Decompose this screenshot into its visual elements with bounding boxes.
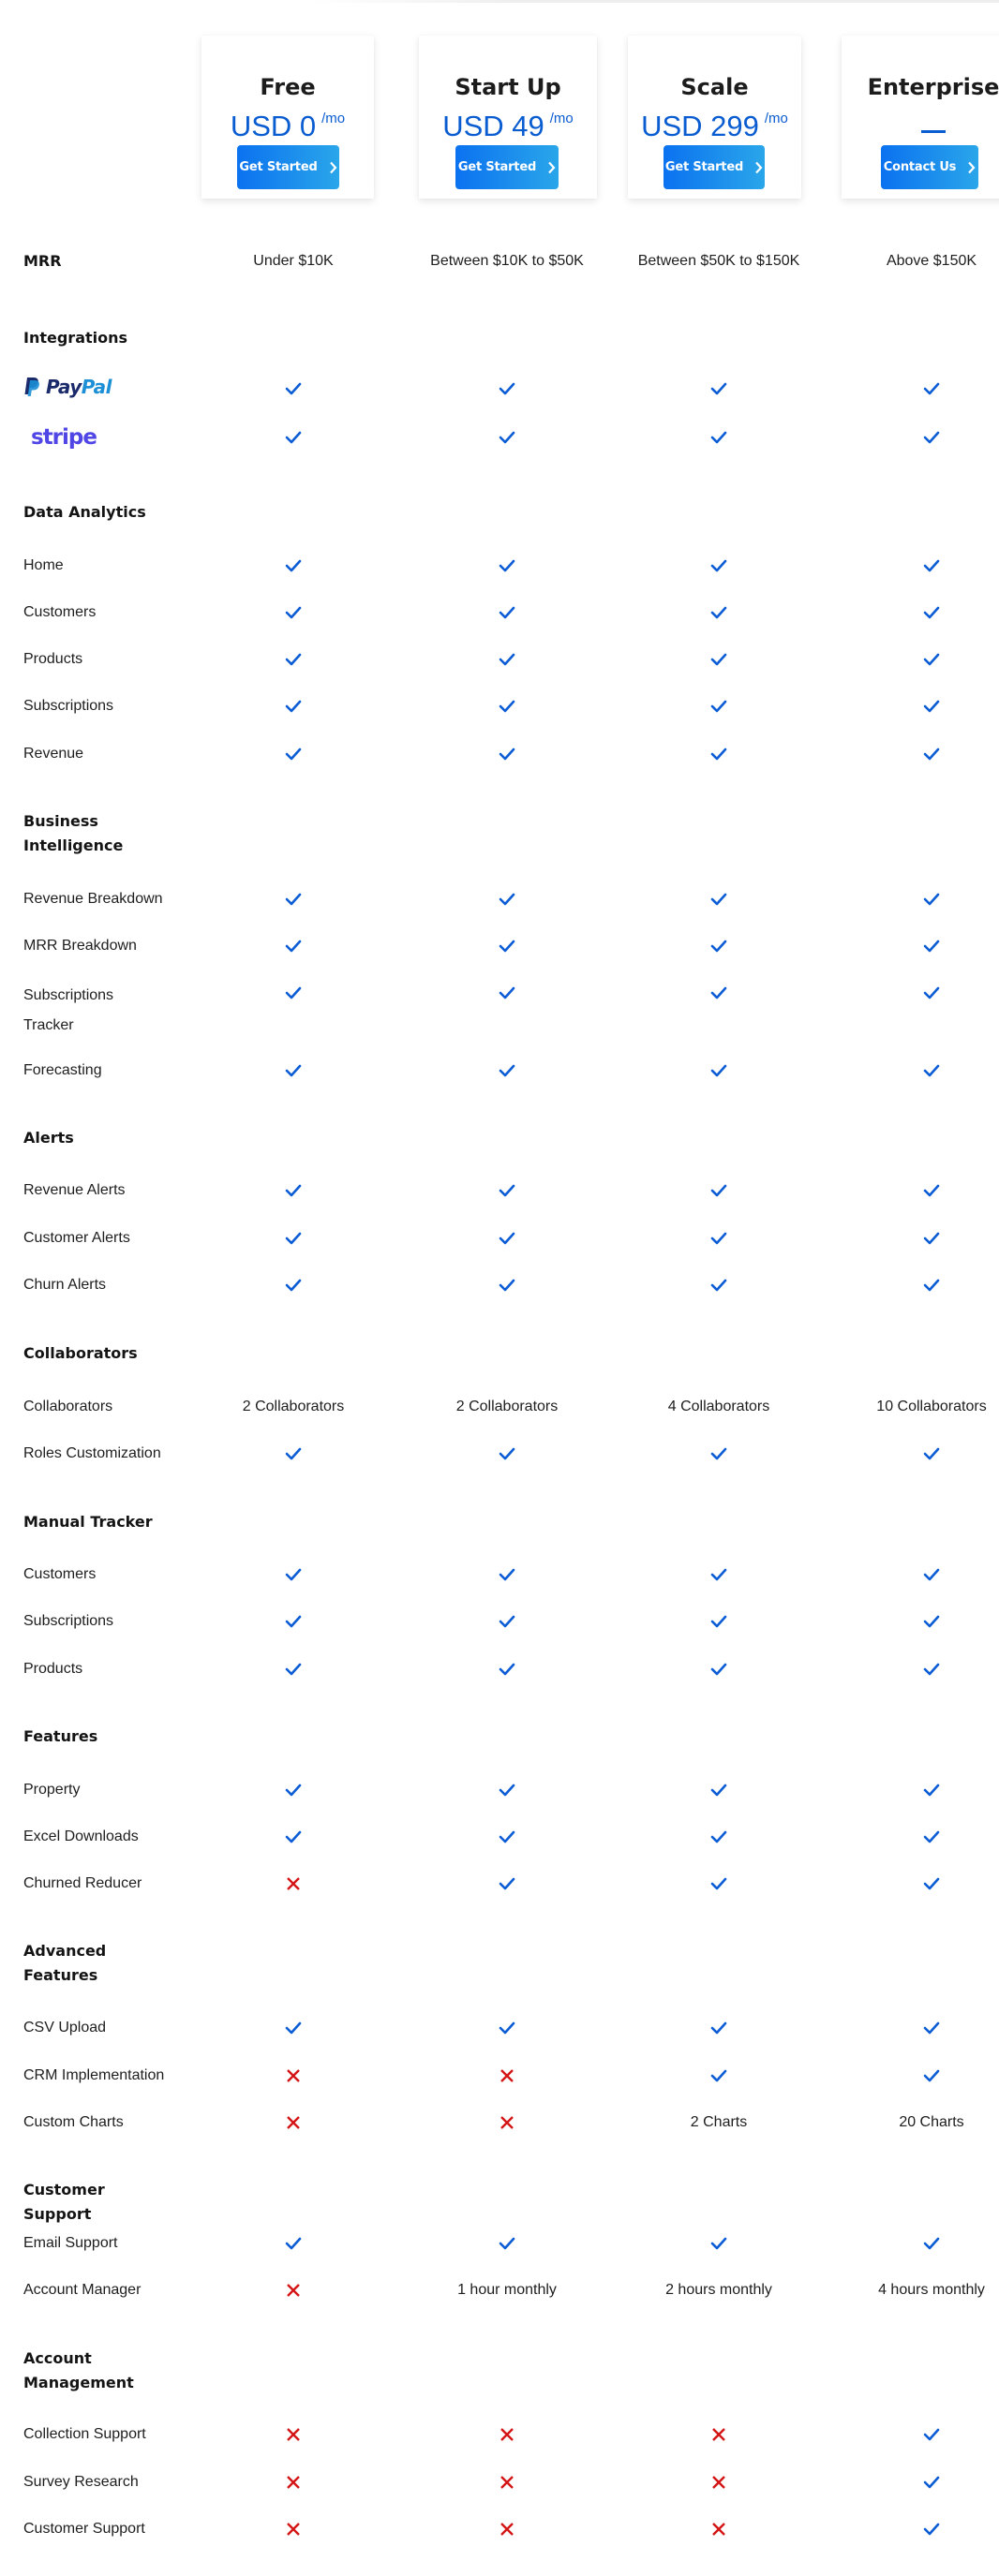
price-period: /mo — [549, 111, 574, 126]
check-icon — [838, 1059, 999, 1083]
plan-card-enterprise — [842, 36, 999, 199]
row-label-property: Property — [23, 1782, 81, 1798]
check-icon — [413, 694, 601, 718]
section-heading-collaborators: Collaborators — [23, 1344, 138, 1362]
get-started-button-scale[interactable] — [664, 145, 765, 189]
row-label-customer-support: Customer Support — [23, 2521, 145, 2537]
section-heading-integrations: Integrations — [23, 329, 128, 347]
check-icon — [200, 981, 387, 1005]
section-heading-advanced-features: Advanced Features — [23, 1942, 107, 1984]
check-icon — [200, 2016, 387, 2040]
account-manager-value-start-up: 1 hour monthly — [457, 2282, 557, 2298]
check-icon — [413, 425, 601, 450]
price-period: /mo — [764, 111, 788, 126]
cross-icon — [413, 2422, 601, 2447]
row-label-email-support: Email Support — [23, 2235, 118, 2251]
stripe-logo: stripe — [31, 425, 97, 450]
check-icon — [200, 742, 387, 766]
check-icon — [625, 600, 813, 625]
check-icon — [838, 2517, 999, 2541]
check-icon — [413, 1657, 601, 1681]
check-icon — [413, 377, 601, 401]
cross-icon — [413, 2517, 601, 2541]
check-icon — [413, 1872, 601, 1896]
check-icon — [413, 1178, 601, 1203]
check-icon — [838, 425, 999, 450]
row-label-survey-research: Survey Research — [23, 2474, 139, 2490]
check-icon — [413, 1273, 601, 1297]
row-label-collaborators: Collaborators — [23, 1399, 113, 1414]
check-icon — [625, 1562, 813, 1587]
check-icon — [625, 425, 813, 450]
check-icon — [838, 1657, 999, 1681]
cross-icon — [200, 2517, 387, 2541]
check-icon — [625, 377, 813, 401]
check-icon — [200, 2231, 387, 2256]
check-icon — [413, 600, 601, 625]
check-icon — [838, 934, 999, 958]
check-icon — [200, 647, 387, 672]
price-amount: USD 49 — [442, 110, 544, 142]
get-started-button-free[interactable] — [237, 145, 339, 189]
plan-name: Scale — [680, 74, 749, 100]
check-icon — [413, 647, 601, 672]
check-icon — [625, 1609, 813, 1634]
row-label-csv-upload: CSV Upload — [23, 2020, 107, 2036]
check-icon — [413, 981, 601, 1005]
paypal-wordmark — [46, 376, 112, 398]
button-label: Get Started — [239, 160, 318, 174]
check-icon — [838, 1226, 999, 1251]
top-divider — [309, 0, 999, 3]
check-icon — [625, 1825, 813, 1849]
row-label-subscriptions: Subscriptions — [23, 698, 114, 714]
section-heading-customer-support: Customer Support — [23, 2181, 105, 2223]
check-icon — [625, 934, 813, 958]
section-heading-data-analytics: Data Analytics — [23, 503, 146, 521]
check-icon — [413, 1059, 601, 1083]
custom-charts-value-enterprise: 20 Charts — [899, 2114, 964, 2130]
plan-card-free — [201, 36, 374, 199]
check-icon — [413, 934, 601, 958]
contact-us-button[interactable] — [881, 145, 978, 189]
row-label-customer-alerts: Customer Alerts — [23, 1230, 130, 1246]
check-icon — [200, 1442, 387, 1466]
chevron-right-icon — [547, 161, 556, 174]
row-label-custom-charts: Custom Charts — [23, 2114, 124, 2130]
row-label-products: Products — [23, 1661, 83, 1677]
check-icon — [838, 377, 999, 401]
button-label: Get Started — [457, 160, 537, 174]
plan-name: Enterprise — [867, 74, 999, 100]
check-icon — [838, 600, 999, 625]
row-label-home: Home — [23, 557, 64, 573]
plan-card-scale — [628, 36, 801, 199]
row-label-churn-alerts: Churn Alerts — [23, 1277, 107, 1293]
row-label-account-manager: Account Manager — [23, 2282, 142, 2298]
row-label-mrr-breakdown: MRR Breakdown — [23, 938, 137, 954]
cross-icon — [200, 2278, 387, 2302]
check-icon — [200, 600, 387, 625]
section-heading-business-intelligence: Business Intelligence — [23, 812, 124, 854]
check-icon — [625, 1778, 813, 1802]
cross-icon — [200, 2064, 387, 2088]
plan-name: Start Up — [455, 74, 561, 100]
check-icon — [413, 1442, 601, 1466]
check-icon — [625, 1657, 813, 1681]
chevron-right-icon — [967, 161, 976, 174]
paypal-logo — [23, 376, 112, 398]
check-icon — [625, 2016, 813, 2040]
mrr-value-scale: Between $50K to $150K — [637, 253, 800, 269]
plan-card-start-up — [419, 36, 597, 199]
section-heading-alerts: Alerts — [23, 1129, 74, 1147]
account-manager-value-scale: 2 hours monthly — [665, 2282, 772, 2298]
check-icon — [625, 2064, 813, 2088]
row-label-excel-downloads: Excel Downloads — [23, 1828, 139, 1844]
check-icon — [413, 1609, 601, 1634]
cross-icon — [413, 2064, 601, 2088]
check-icon — [838, 887, 999, 911]
check-icon — [838, 742, 999, 766]
check-icon — [838, 1562, 999, 1587]
check-icon — [838, 2064, 999, 2088]
check-icon — [838, 1442, 999, 1466]
plan-price — [628, 111, 801, 148]
check-icon — [838, 1609, 999, 1634]
check-icon — [200, 1562, 387, 1587]
collaborators-value-scale: 4 Collaborators — [667, 1399, 770, 1414]
cross-icon — [413, 2110, 601, 2135]
check-icon — [200, 1609, 387, 1634]
plan-name: Free — [260, 74, 316, 100]
check-icon — [625, 1872, 813, 1896]
check-icon — [200, 1226, 387, 1251]
row-label-collection-support: Collection Support — [23, 2426, 146, 2442]
row-label-subscriptions: Subscriptions — [23, 1613, 114, 1629]
paypal-pay: Pay — [46, 376, 82, 398]
check-icon — [838, 554, 999, 578]
mrr-value-start-up: Between $10K to $50K — [430, 253, 584, 269]
check-icon — [413, 1226, 601, 1251]
check-icon — [838, 2470, 999, 2495]
check-icon — [413, 1825, 601, 1849]
row-label-customers: Customers — [23, 1566, 97, 1582]
cross-icon — [200, 2470, 387, 2495]
check-icon — [625, 742, 813, 766]
paypal-icon — [23, 377, 40, 397]
check-icon — [838, 2231, 999, 2256]
section-heading-manual-tracker: Manual Tracker — [23, 1513, 153, 1531]
collaborators-value-start-up: 2 Collaborators — [455, 1399, 559, 1414]
check-icon — [625, 554, 813, 578]
row-label-forecasting: Forecasting — [23, 1062, 102, 1078]
check-icon — [625, 1059, 813, 1083]
cross-icon — [625, 2422, 813, 2447]
check-icon — [200, 934, 387, 958]
check-icon — [625, 1178, 813, 1203]
collaborators-value-enterprise: 10 Collaborators — [876, 1399, 987, 1414]
custom-charts-value-scale: 2 Charts — [690, 2114, 748, 2130]
chevron-right-icon — [329, 161, 337, 174]
check-icon — [838, 1273, 999, 1297]
check-icon — [625, 2231, 813, 2256]
check-icon — [200, 1178, 387, 1203]
cross-icon — [625, 2517, 813, 2541]
check-icon — [200, 377, 387, 401]
section-heading-account-management: Account Management — [23, 2349, 134, 2391]
price-period: /mo — [321, 111, 346, 126]
check-icon — [200, 425, 387, 450]
row-label-subscriptions-tracker: Subscriptions Tracker — [23, 987, 114, 1033]
row-label-revenue: Revenue — [23, 746, 84, 762]
section-heading-features: Features — [23, 1727, 98, 1745]
button-label: Get Started — [664, 160, 744, 174]
check-icon — [625, 694, 813, 718]
check-icon — [200, 1273, 387, 1297]
check-icon — [200, 1059, 387, 1083]
check-icon — [838, 981, 999, 1005]
check-icon — [838, 2422, 999, 2447]
check-icon — [625, 1442, 813, 1466]
check-icon — [625, 1273, 813, 1297]
plan-price — [201, 111, 374, 148]
row-label-roles-customization: Roles Customization — [23, 1445, 161, 1461]
check-icon — [200, 694, 387, 718]
check-icon — [625, 647, 813, 672]
price-amount: USD 0 — [230, 110, 317, 142]
check-icon — [625, 1226, 813, 1251]
cross-icon — [200, 1872, 387, 1896]
check-icon — [413, 742, 601, 766]
chevron-right-icon — [754, 161, 763, 174]
check-icon — [200, 1657, 387, 1681]
row-label-customers: Customers — [23, 604, 97, 620]
check-icon — [625, 887, 813, 911]
mrr-value-enterprise: Above $150K — [886, 253, 977, 269]
check-icon — [838, 1872, 999, 1896]
check-icon — [200, 554, 387, 578]
cross-icon — [200, 2110, 387, 2135]
check-icon — [838, 2016, 999, 2040]
cross-icon — [200, 2422, 387, 2447]
check-icon — [838, 1825, 999, 1849]
check-icon — [413, 1562, 601, 1587]
row-label-revenue-alerts: Revenue Alerts — [23, 1182, 126, 1198]
price-amount: USD 299 — [641, 110, 759, 142]
mrr-label: MRR — [23, 252, 62, 270]
check-icon — [625, 981, 813, 1005]
plan-price — [419, 111, 597, 148]
row-label-crm-implementation: CRM Implementation — [23, 2067, 165, 2083]
get-started-button-start-up[interactable] — [455, 145, 559, 189]
paypal-pal: Pal — [81, 376, 112, 398]
check-icon — [838, 1178, 999, 1203]
price-dash — [921, 130, 946, 133]
check-icon — [413, 887, 601, 911]
check-icon — [838, 694, 999, 718]
account-manager-value-enterprise: 4 hours monthly — [878, 2282, 985, 2298]
check-icon — [838, 1778, 999, 1802]
mrr-value-free: Under $10K — [253, 253, 334, 269]
check-icon — [838, 647, 999, 672]
row-label-products: Products — [23, 651, 83, 667]
collaborators-value-free: 2 Collaborators — [242, 1399, 345, 1414]
check-icon — [200, 1778, 387, 1802]
check-icon — [413, 2231, 601, 2256]
check-icon — [413, 2016, 601, 2040]
check-icon — [200, 1825, 387, 1849]
check-icon — [200, 887, 387, 911]
row-label-revenue-breakdown: Revenue Breakdown — [23, 891, 163, 907]
check-icon — [413, 1778, 601, 1802]
cross-icon — [625, 2470, 813, 2495]
check-icon — [413, 554, 601, 578]
row-label-churned-reducer: Churned Reducer — [23, 1875, 142, 1891]
button-label: Contact Us — [883, 160, 957, 174]
cross-icon — [413, 2470, 601, 2495]
